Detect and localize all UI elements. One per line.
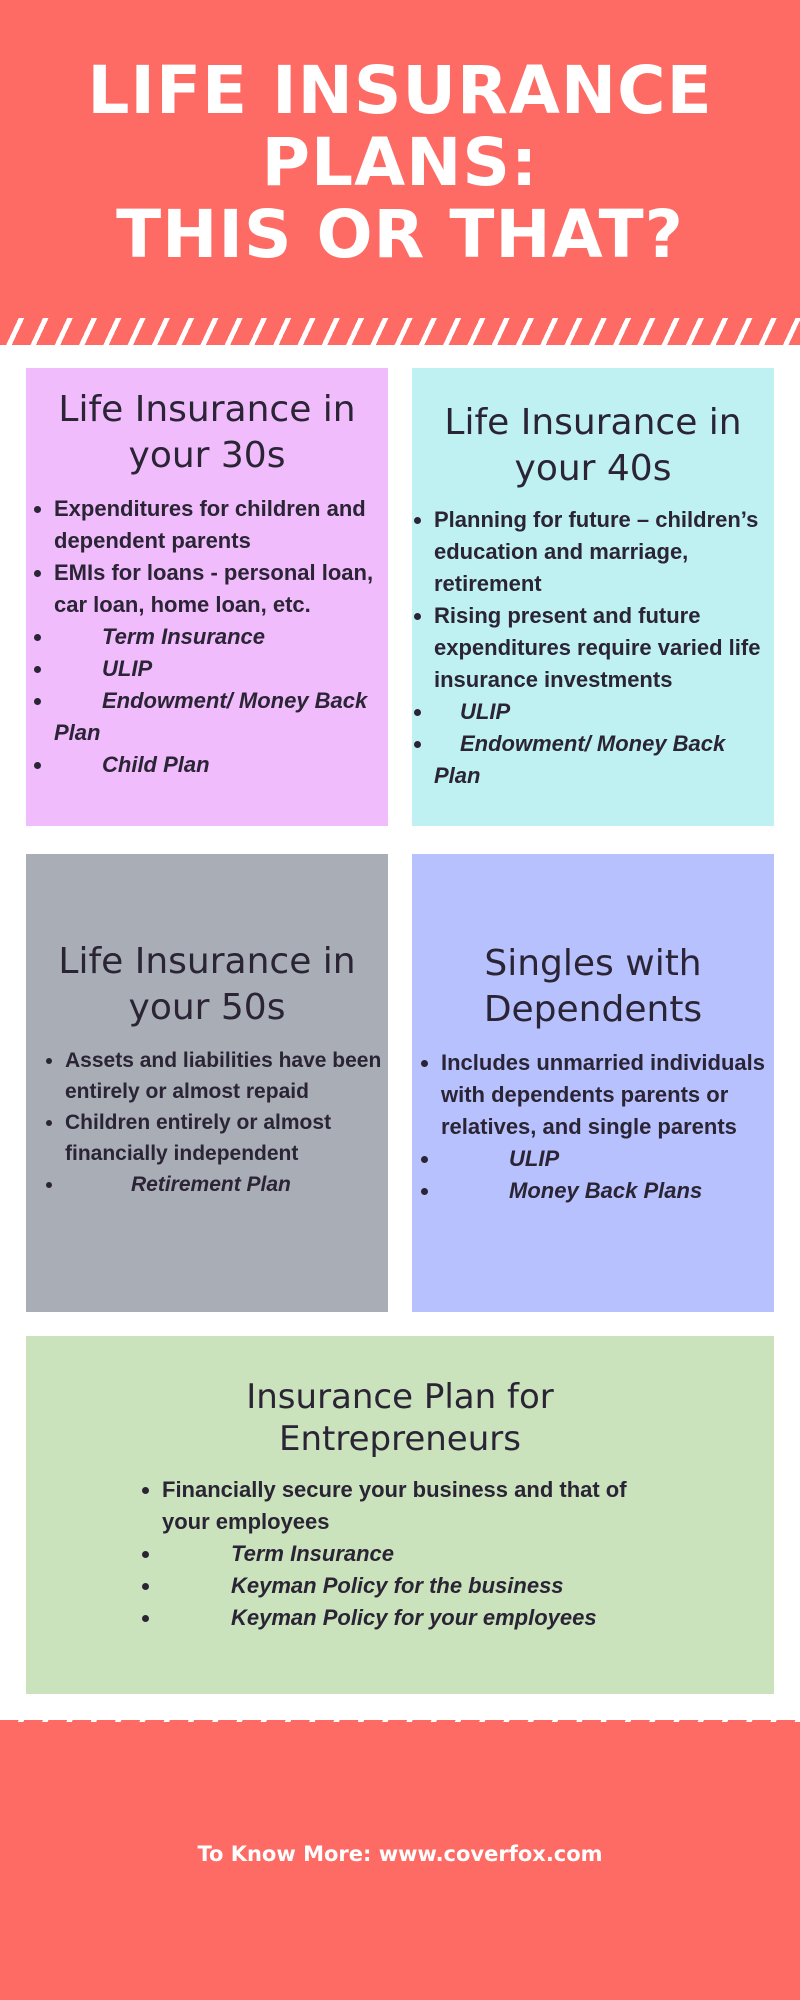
list-item: • Children entirely or almost financially independent [65,1107,388,1169]
plan-item [434,696,774,728]
list-item: • Assets and liabilities have been entirely or almost repaid [65,1045,388,1107]
title-line: THIS OR THAT? [116,196,684,273]
plan-label: Term Insurance [102,624,266,649]
plan-item [162,1570,664,1602]
top-stripe-divider [0,318,800,345]
list-item: • Includes unmarried individuals with dependents parents or relatives, and single parents [441,1047,774,1143]
plan-item [54,653,388,685]
card-thirties [26,368,388,826]
plan-label: Endowment/ Money Back Plan [54,688,368,745]
list-item: • Expenditures for children and dependent parents [54,493,388,557]
title-line: PLANS: [261,124,539,201]
card-fifties [26,854,388,1312]
card-forties [412,368,774,826]
plan-item [65,1169,388,1200]
plan-label: ULIP [102,656,153,681]
plan-label: Endowment/ Money Back Plan [434,731,726,788]
plan-item [162,1602,664,1634]
card-singles [412,854,774,1312]
list-item: • EMIs for loans - personal loan, car loan, home loan, etc. [54,557,388,621]
plan-item [441,1175,774,1207]
plan-label: Term Insurance [231,1541,395,1566]
list-item: • Rising present and future expenditures require varied life insurance investments [434,600,774,696]
plan-item [54,749,388,781]
plan-item [162,1538,664,1570]
plan-label: Money Back Plans [509,1178,703,1203]
card-fifties-list [26,1045,388,1200]
plan-label: Keyman Policy for your employees [231,1605,597,1630]
plan-item [434,728,774,792]
card-entrepreneurs [26,1336,774,1694]
plan-item [441,1143,774,1175]
card-entrepreneurs-list [26,1474,774,1634]
plan-item [54,685,388,749]
plan-label: Retirement Plan [131,1173,291,1196]
card-fifties-title: Life Insurance in your 50s [58,941,356,1028]
plan-item [54,621,388,653]
footer-link-text: To Know More: www.coverfox.com [197,1842,603,1866]
list-item: • Financially secure your business and that of your employees [162,1474,664,1538]
card-forties-title: Life Insurance in your 40s [444,402,742,489]
page-title [0,52,800,273]
plan-label: Child Plan [102,752,210,777]
card-thirties-list [26,493,388,781]
card-singles-list [412,1047,774,1207]
plan-label: ULIP [509,1146,560,1171]
plan-label: ULIP [460,699,511,724]
list-item: • Planning for future – children’s education and marriage, retirement [434,504,774,600]
title-line: LIFE INSURANCE [87,52,713,129]
card-thirties-title: Life Insurance in your 30s [58,389,356,476]
card-entrepreneurs-title: Insurance Plan for Entrepreneurs [246,1377,554,1459]
card-forties-list [412,504,774,792]
card-singles-title: Singles with Dependents [483,943,703,1030]
plan-label: Keyman Policy for the business [231,1573,564,1598]
